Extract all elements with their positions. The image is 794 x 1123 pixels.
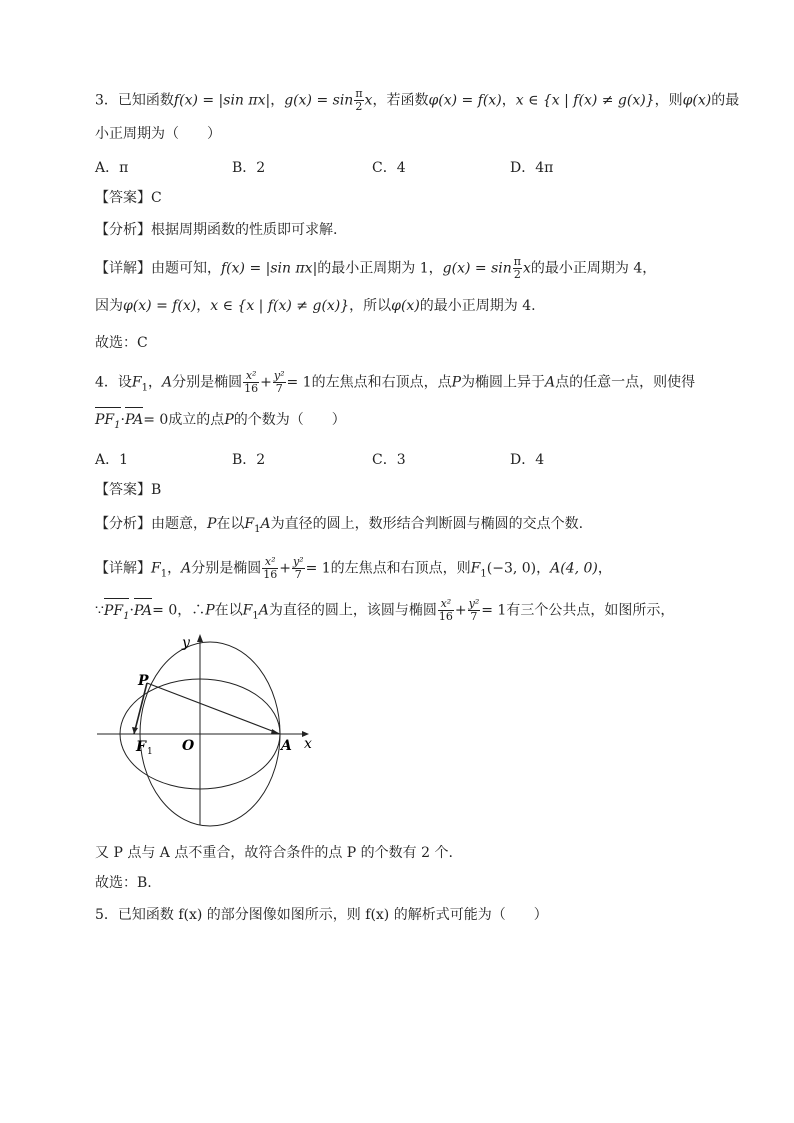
analysis-tag: 【分析】 bbox=[95, 222, 151, 238]
fig-label-x: x bbox=[304, 736, 312, 752]
q3-answer: 【答案】C bbox=[95, 190, 162, 206]
q3-option-a: A．π bbox=[95, 160, 129, 176]
q4-ellipse-x-term: $\frac{\text{x²}}{16}$ bbox=[244, 369, 259, 395]
fig-label-o: O bbox=[182, 738, 195, 754]
q3-stem-line1: 3．已知函数f(x) = |sin πx|，g(x) = sin $\frac{\pi}{2}$ x，若函数φ(x) = f(x)，x ∈ {x | f(x) ≠ g(x)}，则φ(x)的最 bbox=[95, 87, 740, 113]
fig-label-f-sub: 1 bbox=[147, 747, 153, 757]
q3-f-definition: f(x) = |sin πx| bbox=[173, 92, 271, 109]
q4-option-d: D．4 bbox=[510, 452, 545, 468]
q3-option-d: D．4π bbox=[510, 160, 554, 176]
segment-pa bbox=[147, 683, 280, 734]
q3-option-b: B．2 bbox=[232, 160, 266, 176]
q4-number: 4． bbox=[95, 374, 118, 391]
q3-pi-over-2: $\frac{\pi}{2}$ bbox=[355, 87, 363, 113]
q4-conclusion: 又 P 点与 A 点不重合，故符合条件的点 P 的个数有 2 个. bbox=[95, 845, 453, 861]
q4-detail-line2: $\because PF_1\cdot PA= 0$，∴P在以$F_1A$为直径的圆上，该圆与椭圆 $\frac{\text{x²}}{16}$ + $\frac{\text{y²}}{7}$ = 1有三个公共点，如图所示， bbox=[95, 598, 674, 626]
q4-stem-line1: 4．设$F_1$，A分别是椭圆 $\frac{\text{x²}}{16}$ + $\frac{\text{y²}}{7}$ = 1的左焦点和右顶点，点P为椭圆上异于A点的任意一点，则使得 bbox=[95, 369, 696, 395]
q3-phi-definition: φ(x) = f(x) bbox=[428, 92, 502, 109]
q3-detail-line1: 【详解】由题可知，f(x) = |sin πx|的最小正周期为 1，g(x) = sin $\frac{\pi}{2}$ x的最小正周期为 4， bbox=[95, 255, 657, 281]
fig-label-y: y bbox=[182, 635, 190, 651]
q3-detail-line2: 因为φ(x) = f(x)，x ∈ {x | f(x) ≠ g(x)}，所以φ(x)的最小正周期为 4. bbox=[95, 298, 536, 314]
q5-stem: 5．已知函数 f(x) 的部分图像如图所示，则 f(x) 的解析式可能为（ ） bbox=[95, 907, 548, 923]
y-axis-arrow-icon bbox=[197, 634, 203, 642]
fig-label-p: P bbox=[138, 673, 149, 689]
q4-stem-line2: $PF_1\cdot PA= 0$成立的点P的个数为（ ） bbox=[95, 410, 346, 436]
q4-analysis: 【分析】由题意，P在以$F_1A$为直径的圆上，数形结合判断圆与椭圆的交点个数. bbox=[95, 516, 584, 535]
detail-tag: 【详解】 bbox=[95, 260, 151, 277]
fig-label-a: A bbox=[281, 738, 292, 754]
answer-tag: 【答案】 bbox=[95, 190, 151, 206]
q3-stem-line2: 小正周期为（ ） bbox=[95, 126, 221, 142]
q3-choose: 故选：C bbox=[95, 335, 148, 351]
vector-pf1: $PF_1$ bbox=[95, 410, 121, 436]
arrow-a-icon bbox=[271, 729, 280, 734]
q4-detail-line1: 【详解】$F_1$，A分别是椭圆 $\frac{\text{x²}}{16}$ + $\frac{\text{y²}}{7}$ = 1的左焦点和右顶点，则$F_1(-3$, 0)，A(4, 0)， bbox=[95, 555, 612, 581]
q4-option-b: B．2 bbox=[232, 452, 266, 468]
q4-option-a: A．1 bbox=[95, 452, 129, 468]
q4-option-c: C．3 bbox=[372, 452, 406, 468]
fig-label-f: F bbox=[136, 739, 146, 755]
q4-ellipse-y-term: $\frac{\text{y²}}{7}$ bbox=[273, 369, 285, 395]
q3-domain: x ∈ {x | f(x) ≠ g(x)} bbox=[515, 92, 655, 109]
q3-analysis: 【分析】根据周期函数的性质即可求解. bbox=[95, 222, 338, 238]
q3-number: 3． bbox=[95, 92, 118, 109]
vector-pa: PA bbox=[124, 412, 144, 428]
ellipse-circle-figure bbox=[92, 630, 322, 830]
q4-choose: 故选：B. bbox=[95, 875, 152, 891]
q4-answer: 【答案】B bbox=[95, 482, 162, 498]
q3-option-c: C．4 bbox=[372, 160, 406, 176]
